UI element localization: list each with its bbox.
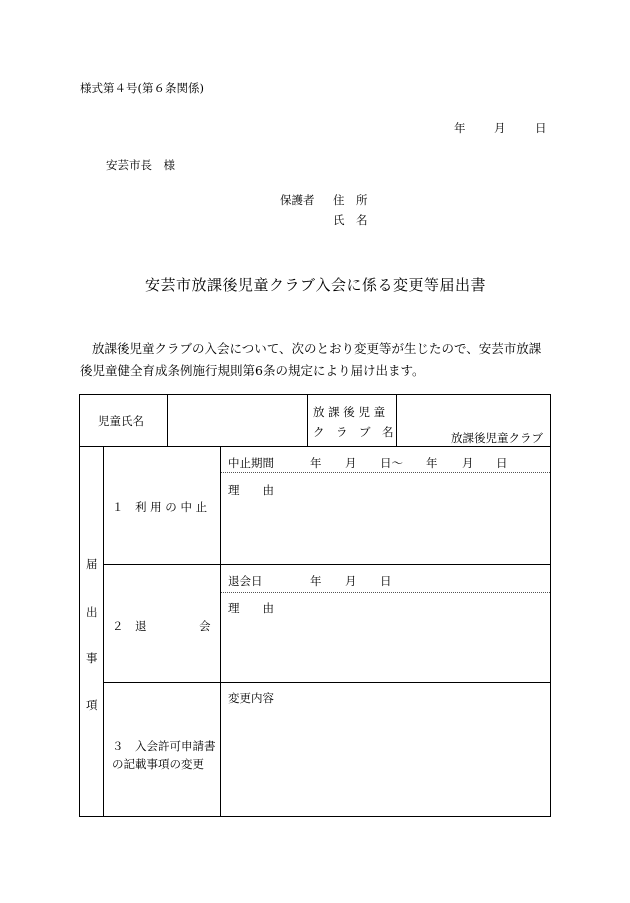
item1-month2: 月	[462, 456, 474, 470]
side-label-1: 届	[86, 557, 98, 571]
item2-month: 月	[345, 574, 357, 588]
form-number: 様式第４号(第６条関係)	[80, 81, 204, 95]
body-text-content: 放課後児童クラブの入会について、次のとおり変更等が生じたので、安芸市放課後児童健全育成条例施行規則第6条の規定により届け出ます。	[80, 341, 542, 378]
club-name-label-2: ク ラ ブ 名	[313, 425, 394, 439]
item1-year2: 年	[426, 456, 438, 470]
side-label-3: 事	[86, 651, 98, 665]
item1-year1: 年	[310, 456, 322, 470]
item1-period-label: 中止期間	[228, 456, 274, 470]
item1-month1: 月	[345, 456, 357, 470]
guardian-label: 保護者	[280, 193, 315, 207]
item2-day: 日	[380, 574, 392, 588]
side-label-4: 項	[86, 698, 98, 712]
guardian-address: 住 所	[333, 193, 368, 207]
addressee: 安芸市長 様	[106, 158, 175, 172]
item1-reason: 理 由	[228, 483, 274, 497]
club-suffix: 放課後児童クラブ	[451, 431, 543, 445]
club-name-label-1: 放 課 後 児 童	[313, 405, 386, 419]
page-title: 安芸市放課後児童クラブ入会に係る変更等届出書	[145, 276, 487, 294]
date-year: 年	[454, 121, 466, 135]
item2-label-end: 会	[199, 619, 211, 633]
item3-label-2: の記載事項の変更	[112, 757, 204, 771]
date-month: 月	[494, 121, 506, 135]
child-name-label: 児童氏名	[98, 414, 144, 428]
item2-label-num: ２ 退	[112, 619, 147, 633]
item2-year: 年	[310, 574, 322, 588]
date-day: 日	[535, 121, 547, 135]
item2-date-label: 退会日	[228, 574, 263, 588]
item3-label-1: ３ 入会許可申請書	[112, 739, 216, 753]
body-text	[80, 338, 550, 382]
guardian-name: 氏 名	[333, 213, 368, 227]
side-label-2: 出	[86, 605, 98, 619]
item1-label: １ 利 用 の 中 止	[112, 500, 208, 514]
item2-reason: 理 由	[228, 601, 274, 615]
item3-content-label: 変更内容	[228, 691, 274, 705]
item1-day-from: 日〜	[380, 456, 403, 470]
child-name-field[interactable]	[168, 395, 307, 446]
item1-day2: 日	[496, 456, 508, 470]
